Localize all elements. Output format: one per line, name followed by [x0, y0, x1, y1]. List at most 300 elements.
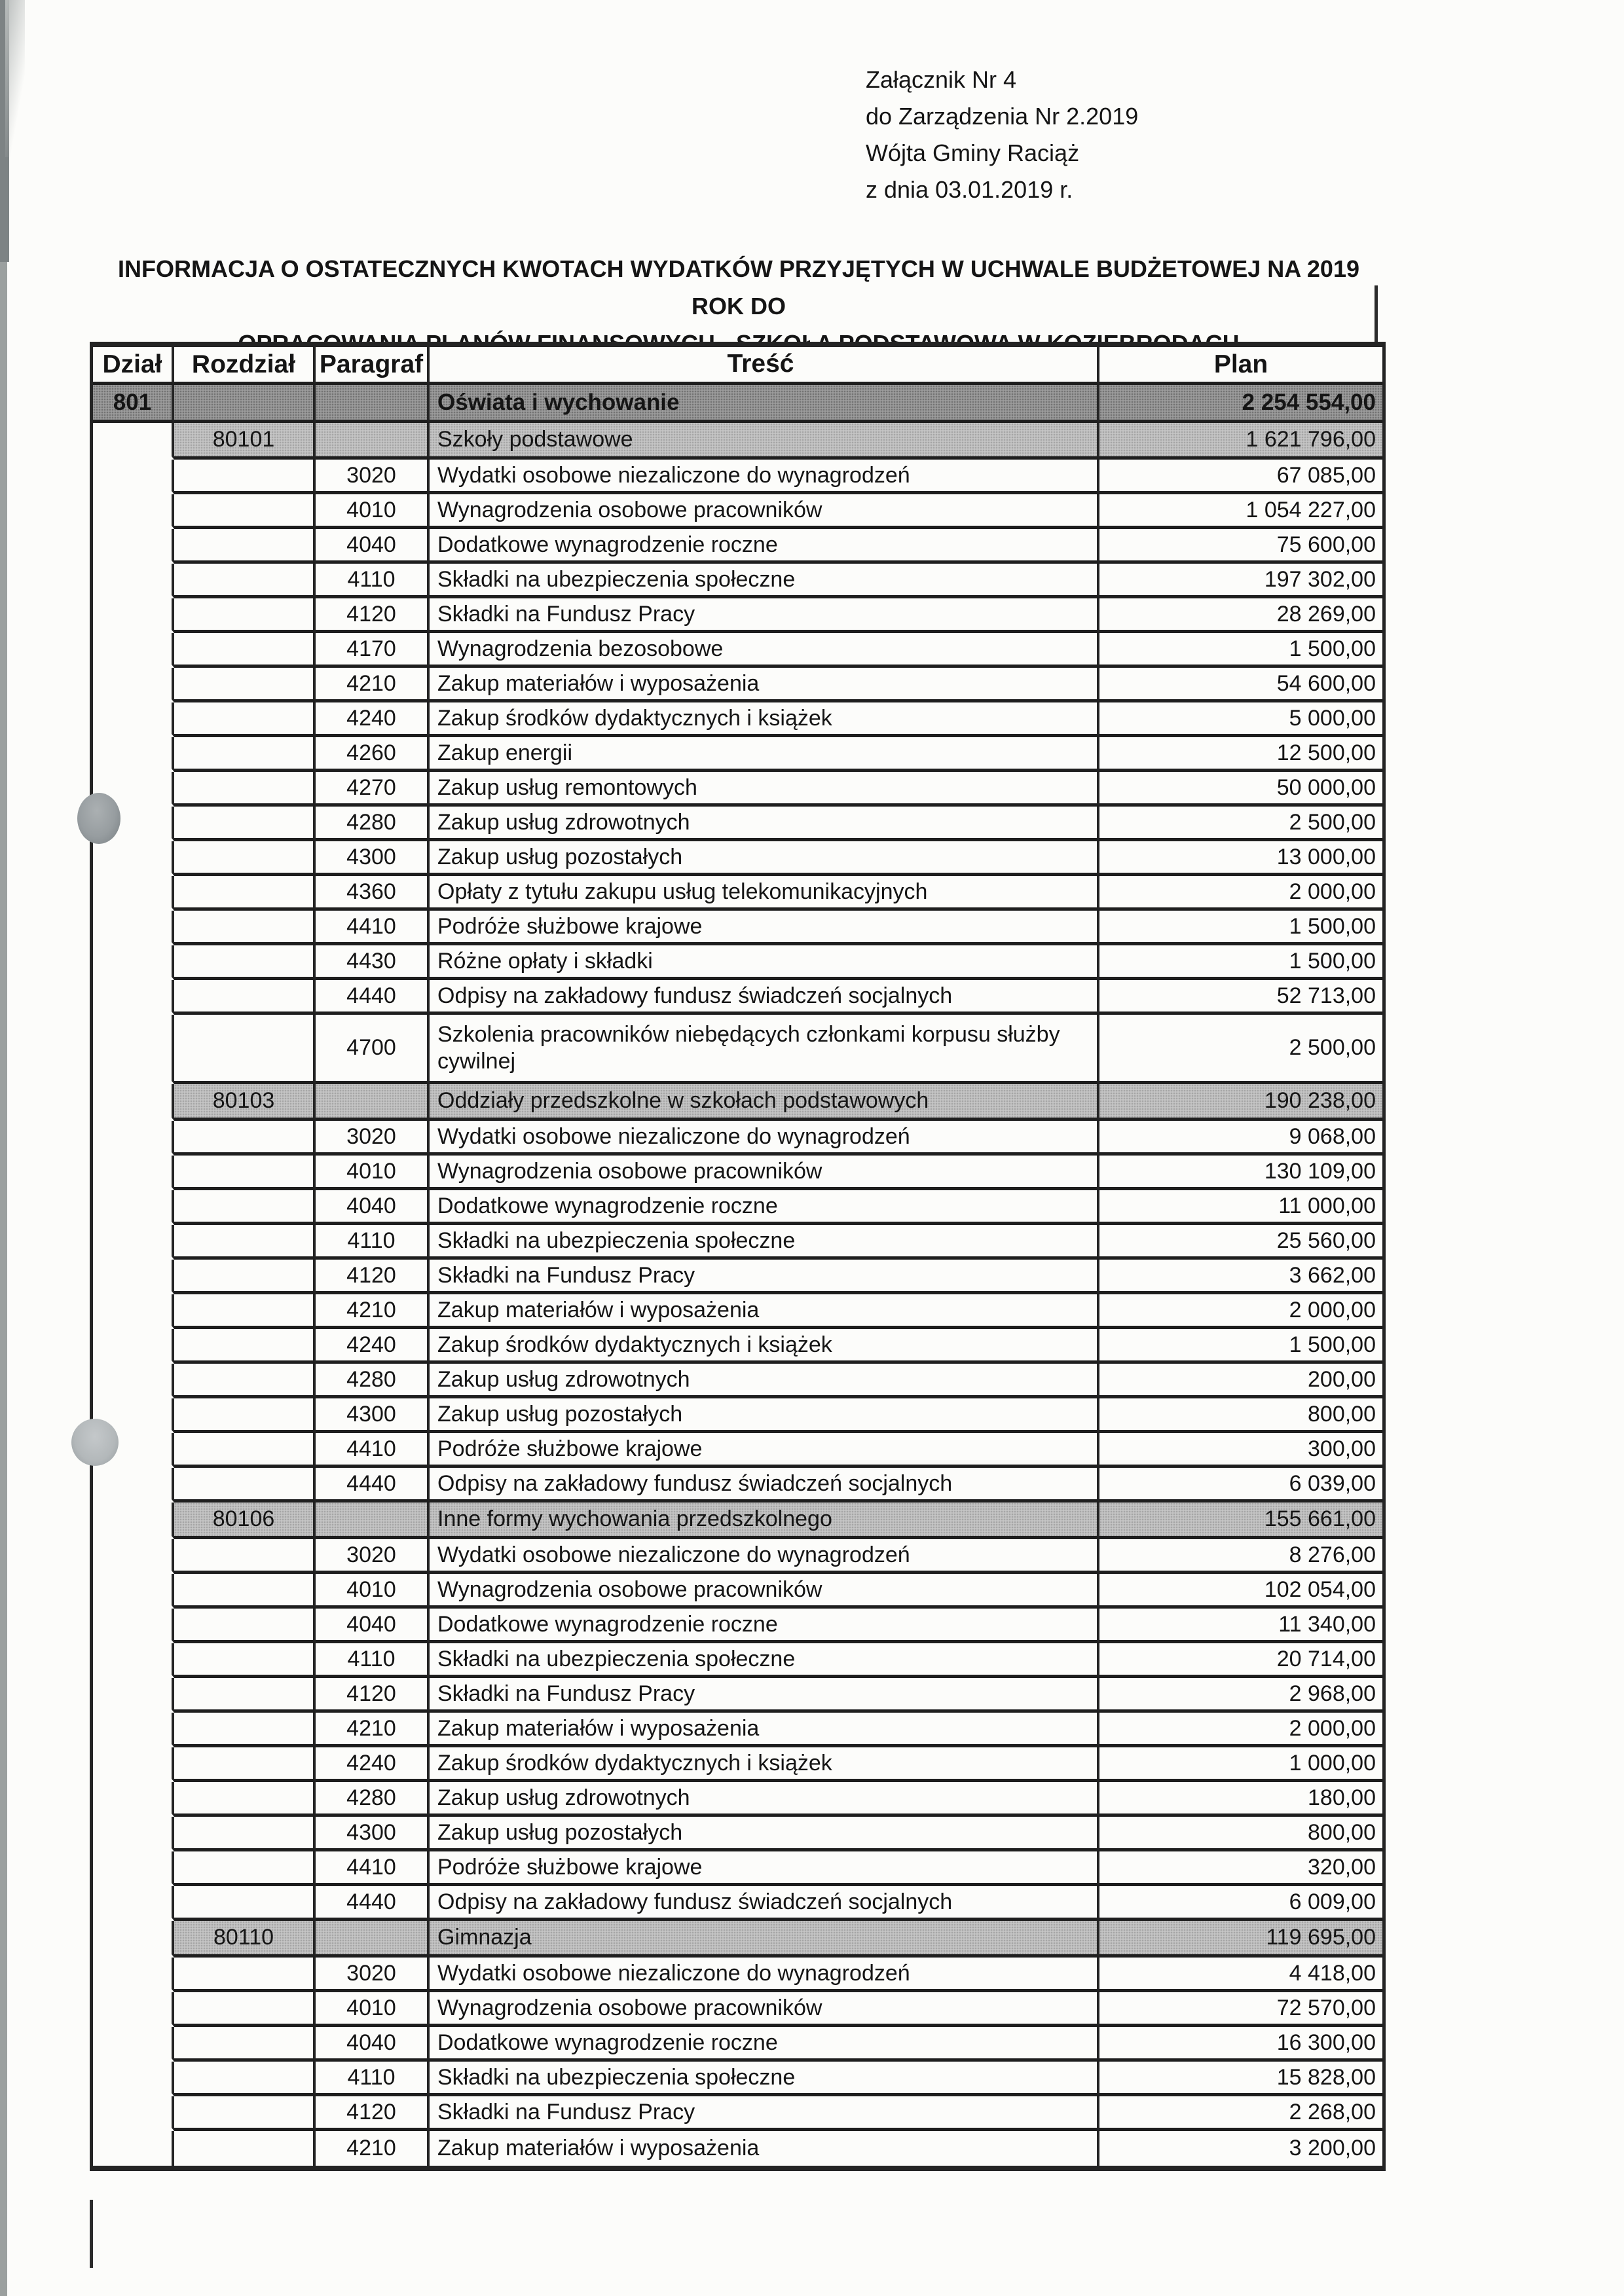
cell-dzial — [93, 1364, 174, 1398]
cell-rozdzial — [174, 633, 316, 668]
cell-plan: 800,00 — [1099, 1817, 1382, 1851]
cell-dzial — [93, 2096, 174, 2131]
cell-tresc: Szkolenia pracowników niebędących członkami korpusu służby cywilnej — [430, 1015, 1099, 1084]
table-row — [93, 1886, 1382, 1921]
table-row — [93, 385, 1382, 423]
cell-plan: 2 000,00 — [1099, 876, 1382, 911]
cell-plan: 1 621 796,00 — [1099, 423, 1382, 460]
cell-rozdzial — [174, 1121, 316, 1156]
cell-paragraf — [316, 385, 430, 423]
cell-plan: 6 039,00 — [1099, 1468, 1382, 1503]
cell-tresc: Podróże służbowe krajowe — [430, 1851, 1099, 1886]
cell-paragraf: 4700 — [316, 1015, 430, 1084]
cell-plan: 180,00 — [1099, 1782, 1382, 1817]
table-row — [93, 460, 1382, 494]
cell-plan: 54 600,00 — [1099, 668, 1382, 702]
cell-rozdzial — [174, 529, 316, 564]
cell-rozdzial — [174, 911, 316, 945]
cell-rozdzial — [174, 1886, 316, 1921]
cell-paragraf: 4210 — [316, 1294, 430, 1329]
cell-dzial — [93, 423, 174, 460]
table-row — [93, 1678, 1382, 1713]
cell-dzial — [93, 633, 174, 668]
cell-paragraf: 4120 — [316, 1260, 430, 1294]
cell-rozdzial — [174, 1643, 316, 1678]
cell-paragraf: 4210 — [316, 2131, 430, 2166]
cell-tresc: Zakup materiałów i wyposażenia — [430, 668, 1099, 702]
table-row — [93, 1190, 1382, 1225]
cell-dzial — [93, 494, 174, 529]
table-row — [93, 1433, 1382, 1468]
table-row — [93, 1084, 1382, 1121]
cell-rozdzial — [174, 1747, 316, 1782]
cell-tresc: Wynagrodzenia osobowe pracowników — [430, 1156, 1099, 1190]
cell-paragraf — [316, 1084, 430, 1121]
cell-tresc: Odpisy na zakładowy fundusz świadczeń socjalnych — [430, 1468, 1099, 1503]
cell-rozdzial — [174, 1260, 316, 1294]
cell-tresc: Wynagrodzenia bezosobowe — [430, 633, 1099, 668]
cell-paragraf: 4110 — [316, 1225, 430, 1260]
table-row — [93, 1782, 1382, 1817]
cell-tresc: Wynagrodzenia osobowe pracowników — [430, 1992, 1099, 2027]
cell-plan: 4 418,00 — [1099, 1958, 1382, 1992]
cell-rozdzial — [174, 1782, 316, 1817]
cell-rozdzial — [174, 876, 316, 911]
cell-paragraf: 4280 — [316, 1364, 430, 1398]
cell-plan: 2 000,00 — [1099, 1713, 1382, 1747]
cell-paragraf — [316, 423, 430, 460]
cell-rozdzial — [174, 668, 316, 702]
cell-tresc: Wydatki osobowe niezaliczone do wynagrodzeń — [430, 460, 1099, 494]
cell-tresc: Oświata i wychowanie — [430, 385, 1099, 423]
cell-rozdzial — [174, 564, 316, 598]
cell-tresc: Inne formy wychowania przedszkolnego — [430, 1503, 1099, 1539]
cell-tresc: Zakup materiałów i wyposażenia — [430, 1294, 1099, 1329]
table-row — [93, 423, 1382, 460]
cell-tresc: Składki na ubezpieczenia społeczne — [430, 564, 1099, 598]
cell-dzial — [93, 1225, 174, 1260]
cell-dzial — [93, 1921, 174, 1958]
cell-tresc: Dodatkowe wynagrodzenie roczne — [430, 1190, 1099, 1225]
cell-plan: 13 000,00 — [1099, 841, 1382, 876]
cell-tresc: Odpisy na zakładowy fundusz świadczeń socjalnych — [430, 980, 1099, 1015]
table-row — [93, 1713, 1382, 1747]
cell-dzial — [93, 702, 174, 737]
cell-dzial — [93, 1747, 174, 1782]
cell-paragraf: 4440 — [316, 980, 430, 1015]
table-row — [93, 564, 1382, 598]
cell-dzial — [93, 1643, 174, 1678]
cell-dzial — [93, 1609, 174, 1643]
cell-tresc: Podróże służbowe krajowe — [430, 1433, 1099, 1468]
cell-dzial — [93, 564, 174, 598]
cell-tresc: Zakup usług pozostałych — [430, 841, 1099, 876]
cell-rozdzial — [174, 1678, 316, 1713]
column-header-tresc: Treść — [430, 347, 1099, 385]
cell-plan: 1 500,00 — [1099, 1329, 1382, 1364]
table-row — [93, 529, 1382, 564]
table-row — [93, 1817, 1382, 1851]
table-row — [93, 2096, 1382, 2131]
cell-plan: 2 268,00 — [1099, 2096, 1382, 2131]
cell-plan: 5 000,00 — [1099, 702, 1382, 737]
cell-rozdzial — [174, 1574, 316, 1609]
table-row — [93, 2062, 1382, 2096]
cell-paragraf: 4240 — [316, 1329, 430, 1364]
table-row — [93, 1260, 1382, 1294]
cell-paragraf: 4040 — [316, 529, 430, 564]
cell-rozdzial: 80110 — [174, 1921, 316, 1958]
cell-plan: 200,00 — [1099, 1364, 1382, 1398]
cell-dzial — [93, 876, 174, 911]
column-header-dzial: Dział — [93, 347, 174, 385]
cell-tresc: Dodatkowe wynagrodzenie roczne — [430, 529, 1099, 564]
table-row — [93, 702, 1382, 737]
cell-rozdzial — [174, 1225, 316, 1260]
cell-plan: 197 302,00 — [1099, 564, 1382, 598]
cell-plan: 130 109,00 — [1099, 1156, 1382, 1190]
cell-tresc: Różne opłaty i składki — [430, 945, 1099, 980]
cell-paragraf: 3020 — [316, 1958, 430, 1992]
cell-paragraf: 4280 — [316, 1782, 430, 1817]
cell-rozdzial — [174, 1468, 316, 1503]
cell-dzial — [93, 1782, 174, 1817]
cell-rozdzial — [174, 460, 316, 494]
cell-dzial — [93, 1539, 174, 1574]
cell-rozdzial — [174, 1294, 316, 1329]
cell-paragraf: 4300 — [316, 1817, 430, 1851]
cell-paragraf: 3020 — [316, 1121, 430, 1156]
cell-tresc: Zakup usług zdrowotnych — [430, 1364, 1099, 1398]
cell-tresc: Składki na Fundusz Pracy — [430, 598, 1099, 633]
cell-dzial — [93, 1992, 174, 2027]
cell-tresc: Oddziały przedszkolne w szkołach podstawowych — [430, 1084, 1099, 1121]
cell-plan: 1 000,00 — [1099, 1747, 1382, 1782]
cell-plan: 1 500,00 — [1099, 911, 1382, 945]
cell-tresc: Dodatkowe wynagrodzenie roczne — [430, 2027, 1099, 2062]
table-row — [93, 737, 1382, 772]
cell-plan: 75 600,00 — [1099, 529, 1382, 564]
table-row — [93, 1851, 1382, 1886]
cell-paragraf: 4210 — [316, 1713, 430, 1747]
cell-dzial — [93, 1084, 174, 1121]
cell-dzial — [93, 1015, 174, 1084]
cell-tresc: Zakup środków dydaktycznych i książek — [430, 1329, 1099, 1364]
cell-paragraf: 4010 — [316, 1156, 430, 1190]
cell-dzial — [93, 1260, 174, 1294]
cell-paragraf: 3020 — [316, 1539, 430, 1574]
table-row — [93, 1121, 1382, 1156]
table-body — [93, 385, 1382, 2166]
cell-paragraf: 4410 — [316, 1851, 430, 1886]
table-row — [93, 1503, 1382, 1539]
cell-tresc: Dodatkowe wynagrodzenie roczne — [430, 1609, 1099, 1643]
cell-rozdzial — [174, 807, 316, 841]
cell-dzial — [93, 668, 174, 702]
cell-paragraf: 4040 — [316, 2027, 430, 2062]
cell-plan: 119 695,00 — [1099, 1921, 1382, 1958]
cell-plan: 190 238,00 — [1099, 1084, 1382, 1121]
table-row — [93, 1329, 1382, 1364]
cell-dzial — [93, 1503, 174, 1539]
cell-plan: 67 085,00 — [1099, 460, 1382, 494]
cell-rozdzial — [174, 1851, 316, 1886]
cell-tresc: Zakup materiałów i wyposażenia — [430, 1713, 1099, 1747]
cell-dzial — [93, 1958, 174, 1992]
table-row — [93, 1156, 1382, 1190]
cell-plan: 1 054 227,00 — [1099, 494, 1382, 529]
scan-edge-strip — [0, 0, 7, 2296]
cell-plan: 72 570,00 — [1099, 1992, 1382, 2027]
cell-plan: 9 068,00 — [1099, 1121, 1382, 1156]
cell-plan: 2 500,00 — [1099, 807, 1382, 841]
cell-rozdzial — [174, 980, 316, 1015]
cell-tresc: Odpisy na zakładowy fundusz świadczeń socjalnych — [430, 1886, 1099, 1921]
cell-dzial — [93, 980, 174, 1015]
cell-dzial — [93, 1574, 174, 1609]
cell-paragraf: 4440 — [316, 1886, 430, 1921]
cell-paragraf: 4270 — [316, 772, 430, 807]
cell-paragraf: 4110 — [316, 1643, 430, 1678]
cell-paragraf — [316, 1503, 430, 1539]
cell-rozdzial: 80101 — [174, 423, 316, 460]
cell-dzial — [93, 945, 174, 980]
cell-tresc: Wydatki osobowe niezaliczone do wynagrodzeń — [430, 1958, 1099, 1992]
cell-tresc: Podróże służbowe krajowe — [430, 911, 1099, 945]
cell-rozdzial — [174, 1609, 316, 1643]
cell-tresc: Składki na ubezpieczenia społeczne — [430, 2062, 1099, 2096]
cell-rozdzial: 80106 — [174, 1503, 316, 1539]
cell-paragraf: 4010 — [316, 1992, 430, 2027]
cell-dzial — [93, 1329, 174, 1364]
cell-plan: 3 200,00 — [1289, 2136, 1376, 2160]
cell-tresc: Gimnazja — [430, 1921, 1099, 1958]
cell-dzial — [93, 1156, 174, 1190]
cell-paragraf — [316, 1921, 430, 1958]
table-row — [93, 2027, 1382, 2062]
table-row — [93, 1398, 1382, 1433]
cell-rozdzial — [174, 494, 316, 529]
cell-dzial — [93, 737, 174, 772]
cell-dzial — [93, 1886, 174, 1921]
table-row — [93, 1225, 1382, 1260]
cell-dzial — [93, 1294, 174, 1329]
cell-plan: 2 500,00 — [1099, 1015, 1382, 1084]
cell-plan: 1 500,00 — [1099, 945, 1382, 980]
table-row — [93, 1992, 1382, 2027]
cell-plan: 12 500,00 — [1099, 737, 1382, 772]
cell-tresc: Zakup usług zdrowotnych — [430, 807, 1099, 841]
table-row — [93, 1747, 1382, 1782]
cell-tresc: Szkoły podstawowe — [430, 423, 1099, 460]
cell-paragraf: 4120 — [316, 1678, 430, 1713]
cell-paragraf: 4120 — [316, 2096, 430, 2131]
cell-tresc: Zakup usług zdrowotnych — [430, 1782, 1099, 1817]
cell-rozdzial — [174, 945, 316, 980]
cell-rozdzial — [174, 2027, 316, 2062]
attachment-line: Załącznik Nr 4 — [866, 66, 1017, 93]
scan-corner-shadow — [5, 0, 25, 157]
cell-rozdzial — [174, 2062, 316, 2096]
cell-rozdzial — [174, 1364, 316, 1398]
table-row — [93, 945, 1382, 980]
cell-paragraf: 4170 — [316, 633, 430, 668]
cell-paragraf: 4360 — [316, 876, 430, 911]
cell-dzial — [93, 841, 174, 876]
cell-rozdzial — [174, 385, 316, 423]
cell-tresc: Wynagrodzenia osobowe pracowników — [430, 1574, 1099, 1609]
cell-rozdzial — [174, 1992, 316, 2027]
cell-dzial — [93, 2027, 174, 2062]
cell-rozdzial — [174, 1398, 316, 1433]
cell-plan: 3 662,00 — [1099, 1260, 1382, 1294]
cell-tresc: Składki na ubezpieczenia społeczne — [430, 1643, 1099, 1678]
cell-plan: 52 713,00 — [1099, 980, 1382, 1015]
cell-rozdzial — [174, 1713, 316, 1747]
cell-plan: 16 300,00 — [1099, 2027, 1382, 2062]
cell-rozdzial — [174, 737, 316, 772]
cell-dzial — [93, 598, 174, 633]
table-left-border-overshoot — [90, 2200, 93, 2268]
cell-dzial — [93, 1468, 174, 1503]
cell-tresc: Wynagrodzenia osobowe pracowników — [430, 494, 1099, 529]
cell-rozdzial — [174, 1817, 316, 1851]
column-header-rozdzial: Rozdział — [174, 347, 316, 385]
cell-plan: 155 661,00 — [1099, 1503, 1382, 1539]
table-header-row — [93, 347, 1382, 385]
table-row — [93, 1294, 1382, 1329]
cell-paragraf: 4120 — [316, 598, 430, 633]
cell-rozdzial — [174, 772, 316, 807]
attachment-header — [866, 62, 1138, 208]
cell-paragraf: 4440 — [316, 1468, 430, 1503]
cell-tresc: Składki na Fundusz Pracy — [430, 2096, 1099, 2131]
cell-tresc: Zakup usług pozostałych — [430, 1817, 1099, 1851]
cell-dzial — [93, 1713, 174, 1747]
table-row — [93, 598, 1382, 633]
cell-dzial — [93, 460, 174, 494]
cell-tresc: Zakup środków dydaktycznych i książek — [430, 702, 1099, 737]
cell-rozdzial — [174, 598, 316, 633]
attachment-line: do Zarządzenia Nr 2.2019 — [866, 103, 1139, 130]
cell-plan: 102 054,00 — [1099, 1574, 1382, 1609]
table-row — [93, 494, 1382, 529]
cell-rozdzial — [174, 1958, 316, 1992]
table-row — [93, 772, 1382, 807]
cell-paragraf: 4110 — [316, 2062, 430, 2096]
cell-plan: 2 254 554,00 — [1099, 385, 1382, 423]
cell-dzial — [93, 1678, 174, 1713]
budget-table — [90, 342, 1386, 2171]
table-row — [93, 633, 1382, 668]
cell-dzial — [93, 1817, 174, 1851]
table-row — [93, 807, 1382, 841]
attachment-line: Wójta Gminy Raciąż — [866, 139, 1080, 166]
cell-paragraf: 4280 — [316, 807, 430, 841]
cell-tresc: Wydatki osobowe niezaliczone do wynagrodzeń — [430, 1539, 1099, 1574]
cell-paragraf: 4300 — [316, 841, 430, 876]
table-row — [93, 1015, 1382, 1084]
cell-plan: 2 000,00 — [1099, 1294, 1382, 1329]
cell-plan: 800,00 — [1099, 1398, 1382, 1433]
table-row — [93, 668, 1382, 702]
table-row — [93, 841, 1382, 876]
document-title-line-1: INFORMACJA O OSTATECZNYCH KWOTACH WYDATKÓW PRZYJĘTYCH W UCHWALE BUDŻETOWEJ NA 2019 ROK DO — [117, 255, 1359, 319]
cell-paragraf: 4260 — [316, 737, 430, 772]
cell-tresc: Składki na Fundusz Pracy — [430, 1678, 1099, 1713]
table-row — [93, 1574, 1382, 1609]
cell-rozdzial — [174, 1015, 316, 1084]
cell-paragraf: 4430 — [316, 945, 430, 980]
cell-tresc: Zakup usług remontowych — [430, 772, 1099, 807]
cell-dzial — [93, 2062, 174, 2096]
cell-paragraf: 4110 — [316, 564, 430, 598]
cell-plan: 25 560,00 — [1099, 1225, 1382, 1260]
table-row — [93, 1958, 1382, 1992]
cell-rozdzial — [174, 2096, 316, 2131]
cell-plan: 50 000,00 — [1099, 772, 1382, 807]
table-row — [93, 2131, 1382, 2166]
cell-paragraf: 4240 — [316, 702, 430, 737]
column-header-plan: Plan — [1099, 347, 1382, 385]
table-row — [93, 1609, 1382, 1643]
cell-paragraf: 4240 — [316, 1747, 430, 1782]
cell-tresc: Zakup materiałów i wyposażenia — [430, 2131, 1099, 2166]
cell-rozdzial — [174, 1156, 316, 1190]
cell-rozdzial — [174, 841, 316, 876]
cell-plan: 1 500,00 — [1099, 633, 1382, 668]
table-row — [93, 876, 1382, 911]
cell-dzial: 801 — [93, 385, 174, 423]
cell-dzial — [93, 1190, 174, 1225]
cell-plan: 28 269,00 — [1099, 598, 1382, 633]
cell-dzial — [93, 1851, 174, 1886]
cell-plan: 2 968,00 — [1099, 1678, 1382, 1713]
table-row — [93, 1468, 1382, 1503]
cell-paragraf: 4210 — [316, 668, 430, 702]
cell-tresc: Opłaty z tytułu zakupu usług telekomunikacyjnych — [430, 876, 1099, 911]
cell-tresc: Zakup środków dydaktycznych i książek — [430, 1747, 1099, 1782]
binder-hole-top — [77, 793, 120, 844]
cell-plan: 20 714,00 — [1099, 1643, 1382, 1678]
cell-rozdzial — [174, 1539, 316, 1574]
attachment-line: z dnia 03.01.2019 r. — [866, 176, 1073, 203]
table-row — [93, 1643, 1382, 1678]
cell-paragraf: 4040 — [316, 1609, 430, 1643]
cell-tresc: Składki na Fundusz Pracy — [430, 1260, 1099, 1294]
table-row — [93, 1539, 1382, 1574]
cell-tresc: Wydatki osobowe niezaliczone do wynagrodzeń — [430, 1121, 1099, 1156]
cell-paragraf: 3020 — [316, 460, 430, 494]
cell-plan: 320,00 — [1099, 1851, 1382, 1886]
cell-dzial — [93, 1121, 174, 1156]
table-row — [93, 980, 1382, 1015]
cell-rozdzial — [174, 1190, 316, 1225]
cell-dzial — [93, 2131, 174, 2166]
cell-tresc: Zakup usług pozostałych — [430, 1398, 1099, 1433]
cell-rozdzial — [174, 702, 316, 737]
cell-dzial — [93, 911, 174, 945]
cell-tresc: Zakup energii — [430, 737, 1099, 772]
cell-paragraf: 4410 — [316, 1433, 430, 1468]
cell-paragraf: 4010 — [316, 494, 430, 529]
cell-plan: 11 340,00 — [1099, 1609, 1382, 1643]
column-header-paragraf: Paragraf — [316, 347, 430, 385]
cell-paragraf: 4300 — [316, 1398, 430, 1433]
cell-paragraf: 4040 — [316, 1190, 430, 1225]
cell-plan: 15 828,00 — [1099, 2062, 1382, 2096]
cell-rozdzial — [174, 1433, 316, 1468]
